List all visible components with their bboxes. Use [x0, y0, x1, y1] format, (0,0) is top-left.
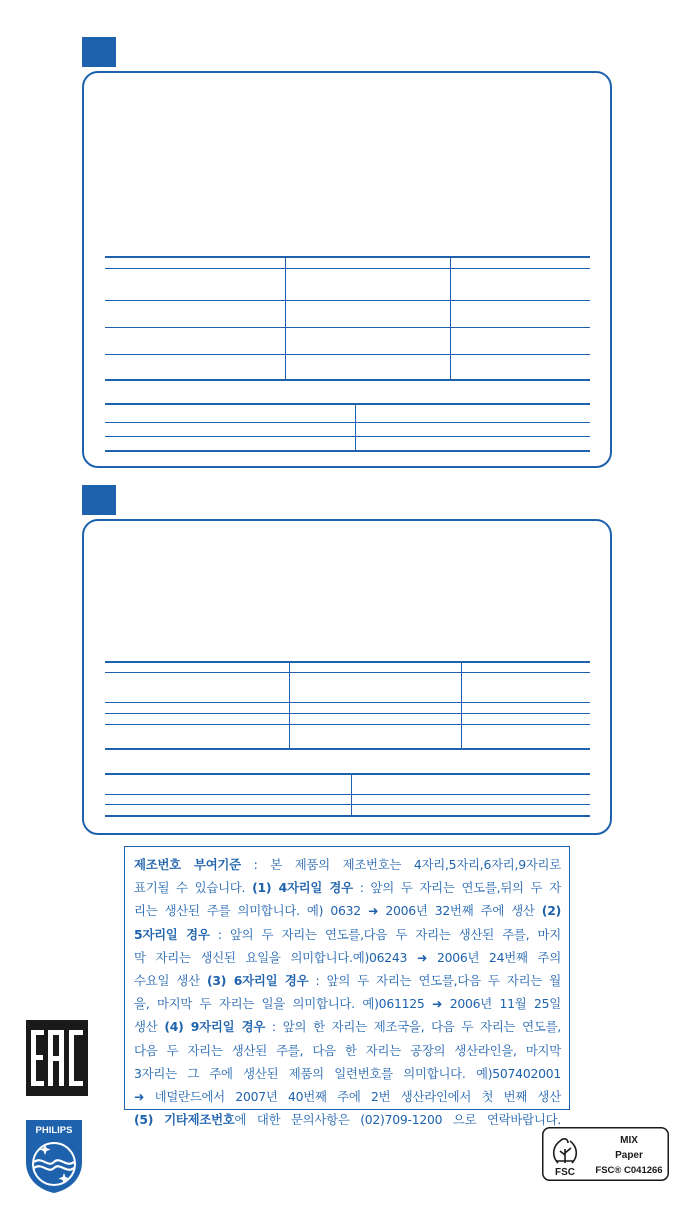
notice-line-2: [134, 876, 561, 899]
philips-logo: [24, 1118, 84, 1194]
fsc-label: FSC: [555, 1167, 575, 1178]
notice-line-4: [134, 923, 561, 946]
notice-text: 수요일 생산: [134, 973, 200, 989]
notice-text: 생산: [134, 1019, 158, 1035]
arrow-right-icon: ➜: [417, 949, 428, 965]
notice-text: 표기될 수 있습니다.: [134, 880, 246, 896]
section-1-table-b: [105, 403, 590, 452]
notice-line-1: [134, 853, 561, 876]
arrow-right-icon: ➜: [368, 903, 379, 919]
notice-case-5-label: (5) 기타제조번호: [134, 1112, 235, 1128]
notice-text: : 앞의 한 자리는 제조국을, 다음 두 자리는 연도를,: [265, 1019, 561, 1035]
notice-text: : 앞의 두 자리는 연도를,다음 두 자리는 월: [308, 973, 561, 989]
eac-logo: [26, 1020, 88, 1096]
notice-text: 네덜란드에서 2007년 40번째 주에 2번 생산라인에서 첫 번째 생산: [144, 1089, 561, 1105]
section-1-table-a: [105, 256, 590, 381]
notice-basis-label: 제조번호 부여기준: [134, 857, 241, 872]
notice-intro: : 본 제품의 제조번호는 4자리,5자리,6자리,9자리로: [240, 857, 561, 872]
notice-case-2-number: (2): [541, 903, 561, 919]
notice-text: 막 자리는 생신된 요일을 의미합니다.예)06243: [134, 949, 418, 965]
serial-number-notice: [124, 846, 570, 1128]
notice-text: 2006년 11월 25일: [442, 996, 562, 1012]
arrow-right-icon: ➜: [134, 1089, 145, 1105]
notice-line-8: [134, 1015, 561, 1038]
notice-line-10: 3자리는 그 주에 생산된 제품의 일련번호를 의미합니다. 예)507402001: [134, 1065, 561, 1081]
fsc-mix-logo: [542, 1127, 669, 1181]
notice-case-4-label: (4) 9자리일 경우: [164, 1019, 266, 1035]
philips-wordmark: PHILIPS: [35, 1125, 73, 1136]
notice-case-2-label: 5자리일 경우: [134, 926, 210, 942]
notice-line-6: [134, 969, 561, 992]
section-1-marker: [82, 37, 116, 67]
notice-line-3: [134, 899, 561, 922]
notice-text: : 앞의 두 자리는 연도를,다음 두 자리는 생산된 주를, 마지: [209, 926, 561, 942]
notice-line-12: [134, 1108, 561, 1131]
section-2-marker: [82, 485, 116, 515]
notice-text: 리는 생산된 주를 의미합니다. 예) 0632: [134, 903, 369, 919]
section-2-table-b: [105, 773, 590, 817]
notice-line-5: [134, 946, 561, 969]
notice-text: 2006년 32번째 주에 생산: [378, 903, 535, 919]
notice-text: 을, 마지막 두 자리는 일을 의미합니다. 예)061125: [134, 996, 433, 1012]
section-2-table-a: [105, 661, 590, 750]
notice-case-3-label: (3) 6자리일 경우: [207, 973, 309, 989]
notice-text: 2006년 24번째 주의: [427, 949, 561, 965]
notice-line-11: [134, 1085, 561, 1108]
fsc-code-text: FSC® C041266: [595, 1165, 663, 1176]
fsc-mix-text: MIX: [620, 1135, 638, 1146]
notice-text: 에 대한 문의사항은 (02)709-1200 으로 연락바랍니다.: [234, 1112, 562, 1128]
fsc-paper-text: Paper: [615, 1150, 643, 1161]
notice-line-7: [134, 992, 561, 1015]
notice-text: : 앞의 두 자리는 연도를,뒤의 두 자: [352, 880, 561, 896]
notice-case-1-label: (1) 4자리일 경우: [252, 880, 353, 896]
arrow-right-icon: ➜: [432, 996, 443, 1012]
notice-line-9: 다음 두 자리는 생산된 주를, 다음 한 자리는 공장의 생산라인을, 마지막: [134, 1042, 561, 1058]
